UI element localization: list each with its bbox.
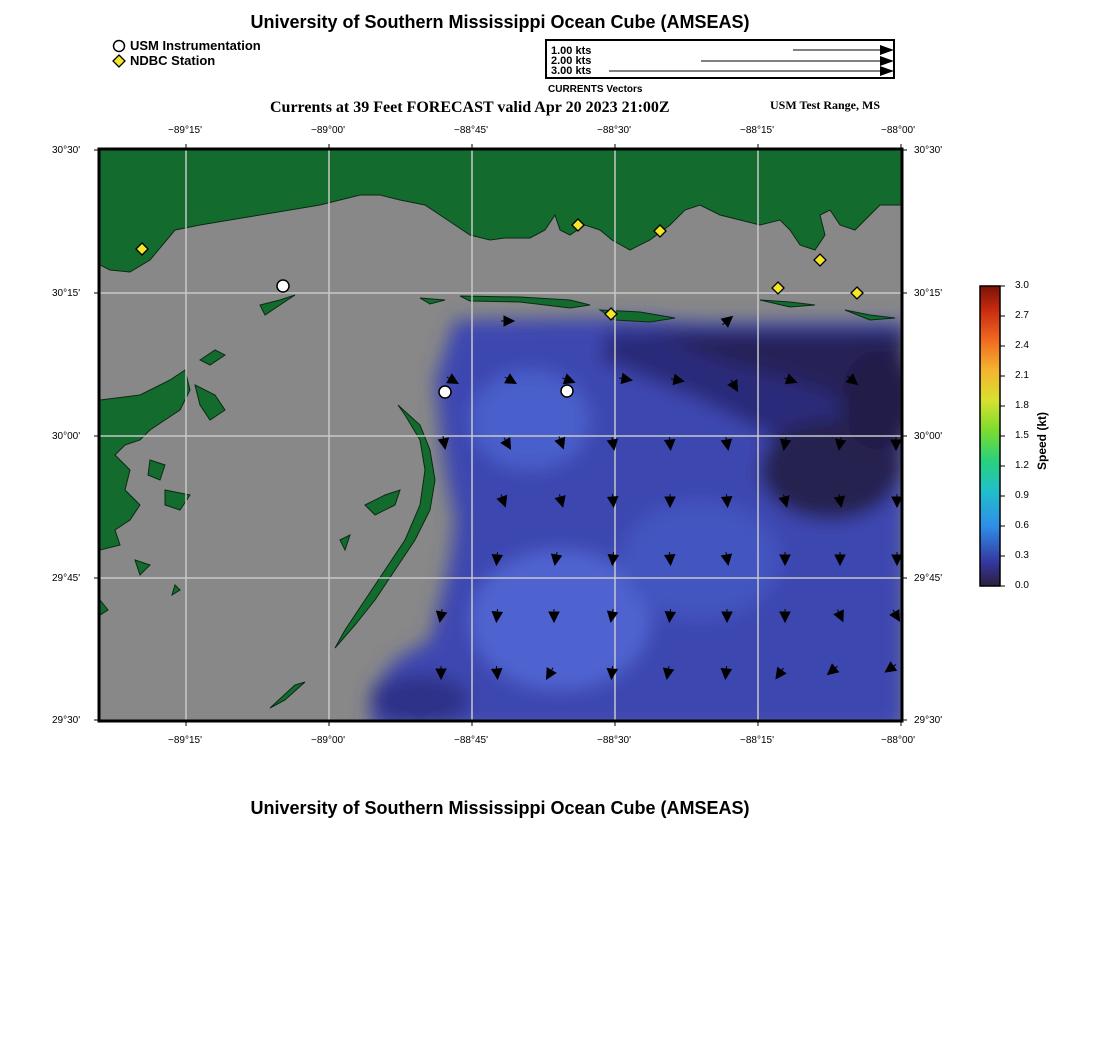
colorbar-tick-6: 1.5 [1015,430,1029,441]
lon-tick-top-1: −89°15' [168,125,202,136]
vector-scale-label-3: 3.00 kts [551,65,592,77]
colorbar-tick-4: 2.1 [1015,370,1029,381]
colorbar-tick-7: 1.2 [1015,460,1029,471]
lat-tick-left-1: 30°30' [52,145,81,156]
lon-tick-bottom-1: −89°15' [168,735,202,746]
speed-colorbar [975,280,1015,592]
usm-station-3 [561,385,573,397]
colorbar-tick-5: 1.8 [1015,400,1029,411]
lon-tick-bottom-5: −88°15' [740,735,774,746]
vector-scale-label-1: 1.00 kts [551,45,592,57]
colorbar-tick-11: 0.0 [1015,580,1029,591]
footer-title: University of Southern Mississippi Ocean Cube (AMSEAS) [250,798,750,818]
usm-station-1 [277,280,289,292]
colorbar-tick-10: 0.3 [1015,550,1029,561]
vector-scale-label-2: 2.00 kts [551,55,592,67]
figure-title: University of Southern Mississippi Ocean Cube (AMSEAS) [250,12,750,32]
vector-scale-caption: CURRENTS Vectors [548,84,643,95]
lon-tick-bottom-6: −88°00' [881,735,915,746]
lon-tick-top-2: −89°00' [311,125,345,136]
lon-tick-bottom-3: −88°45' [454,735,488,746]
colorbar-tick-1: 3.0 [1015,280,1029,291]
lat-tick-right-4: 29°45' [914,573,943,584]
legend-ndbc-label: NDBC Station [130,53,216,68]
region-label: USM Test Range, MS [770,98,881,112]
lat-tick-left-4: 29°45' [52,573,81,584]
lat-tick-left-2: 30°15' [52,288,81,299]
colorbar-tick-8: 0.9 [1015,490,1029,501]
map-subtitle: Currents at 39 Feet FORECAST valid Apr 20 2023 21:00Z [270,99,670,116]
lat-tick-right-3: 30°00' [914,431,943,442]
lat-tick-right-2: 30°15' [914,288,943,299]
lon-tick-top-3: −88°45' [454,125,488,136]
lat-tick-left-5: 29°30' [52,715,81,726]
lon-tick-bottom-4: −88°30' [597,735,631,746]
lon-tick-top-5: −88°15' [740,125,774,136]
usm-station-2 [439,386,451,398]
colorbar-tick-3: 2.4 [1015,340,1029,351]
colorbar-tick-2: 2.7 [1015,310,1029,321]
legend-usm-label: USM Instrumentation [130,38,261,53]
lon-tick-top-6: −88°00' [881,125,915,136]
lat-tick-left-3: 30°00' [52,431,81,442]
lon-tick-top-4: −88°30' [597,125,631,136]
lat-tick-right-1: 30°30' [914,145,943,156]
lat-tick-right-5: 29°30' [914,715,943,726]
colorbar-tick-9: 0.6 [1015,520,1029,531]
lon-tick-bottom-2: −89°00' [311,735,345,746]
colorbar-label: Speed (kt) [1035,411,1049,470]
